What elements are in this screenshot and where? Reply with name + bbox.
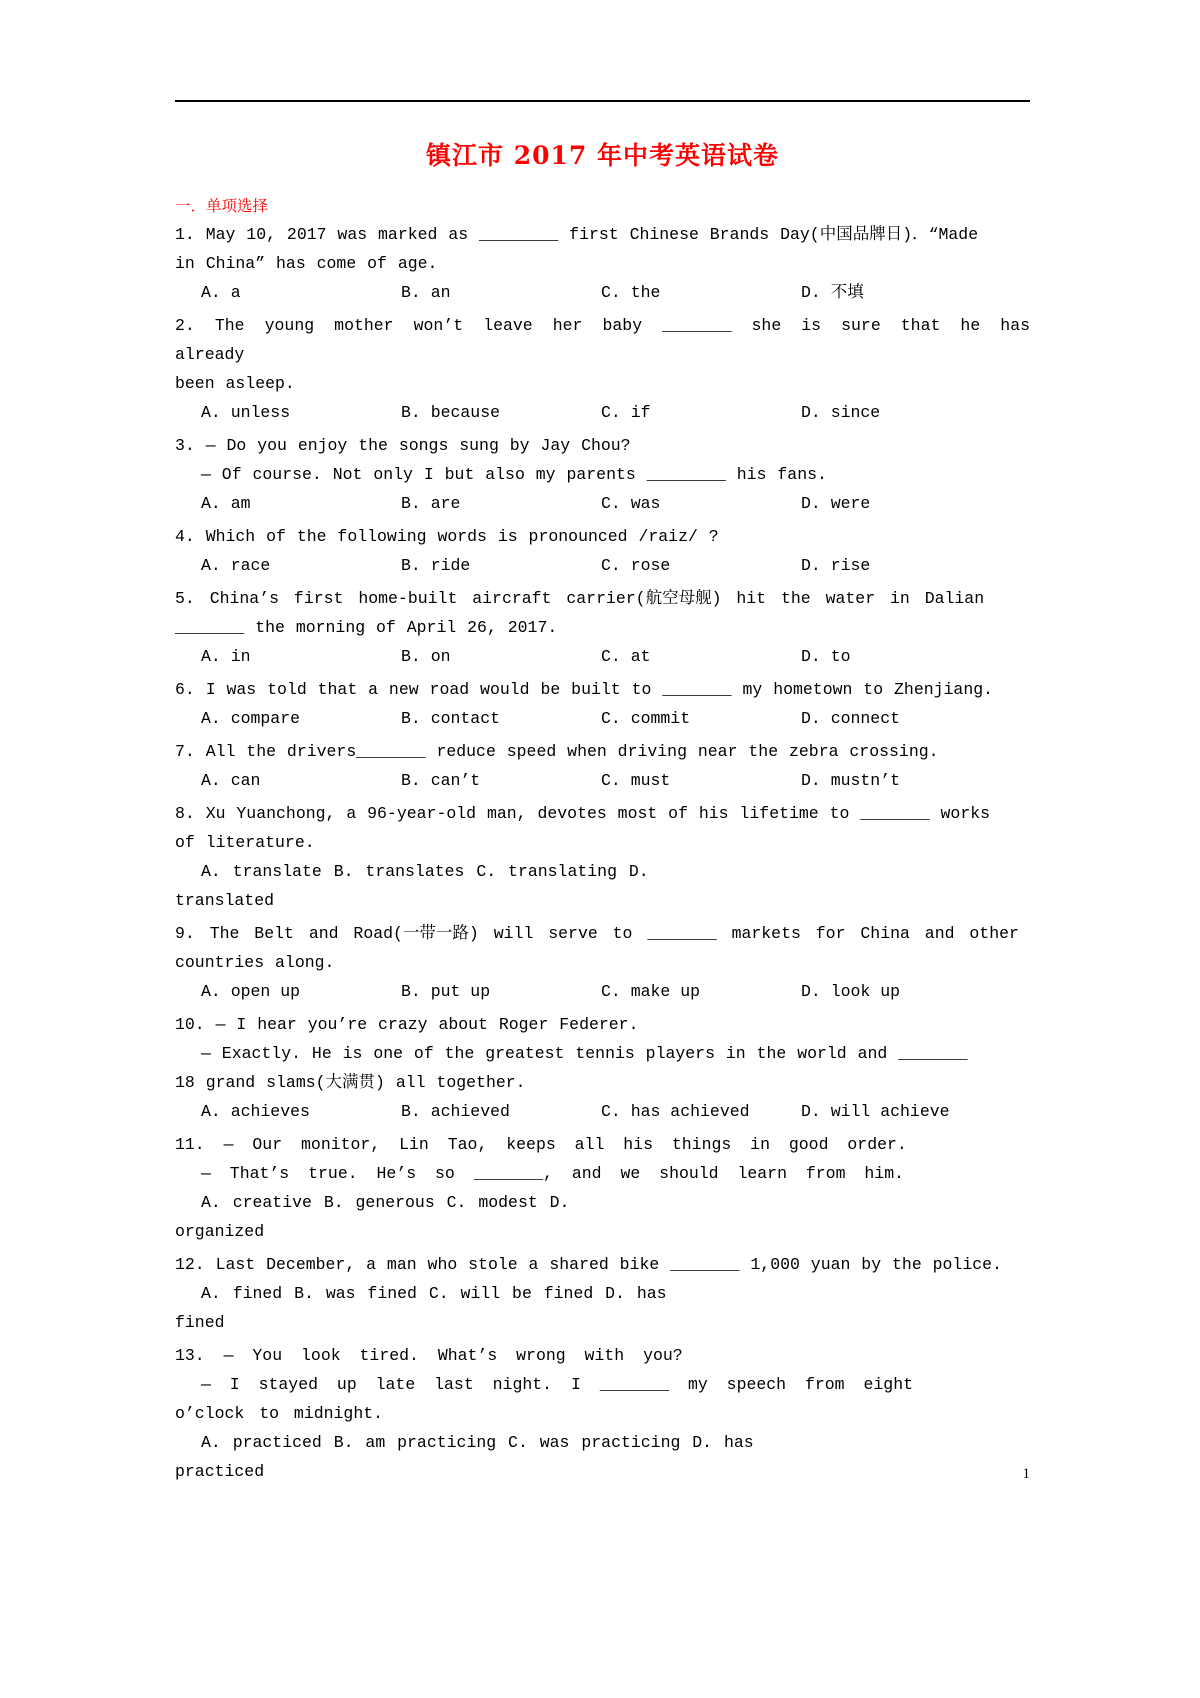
- option-row: [201, 489, 1030, 518]
- question-stem: 12. Last December, a man who stole a shared bike _______ 1,000 yuan by the police.: [175, 1255, 1002, 1274]
- question-item: [175, 311, 1030, 427]
- option-row: [201, 977, 1030, 1006]
- option-b[interactable]: B. ride: [401, 556, 471, 575]
- section-heading: 一．单项选择: [175, 198, 269, 215]
- option-a[interactable]: A. race: [201, 556, 271, 575]
- question-stem-cont: — Exactly. He is one of the greatest tennis players in the world and _______: [201, 1044, 968, 1063]
- option-d[interactable]: D. will achieve: [801, 1102, 950, 1121]
- option-c[interactable]: C. must: [601, 771, 671, 790]
- option-row-cont[interactable]: organized: [175, 1222, 265, 1241]
- option-d[interactable]: D. to: [801, 647, 851, 666]
- question-stem-cont: been asleep.: [175, 374, 295, 393]
- question-stem: 13. — You look tired. What’s wrong with you?: [175, 1346, 683, 1365]
- option-row-cont[interactable]: fined: [175, 1313, 225, 1332]
- option-row: [201, 704, 1030, 733]
- question-item: [175, 675, 1030, 733]
- option-c[interactable]: C. has achieved: [601, 1102, 750, 1121]
- question-stem-cont: in China” has come of age.: [175, 254, 438, 273]
- option-c[interactable]: C. rose: [601, 556, 671, 575]
- option-d[interactable]: D. connect: [801, 709, 901, 728]
- option-d[interactable]: D. since: [801, 403, 881, 422]
- option-row[interactable]: A. practiced B. am practicing C. was practicing D. has: [201, 1433, 754, 1452]
- option-c[interactable]: C. commit: [601, 709, 691, 728]
- question-stem: 1. May 10, 2017 was marked as ________ first Chinese Brands Day(中国品牌日)．“Made: [175, 225, 979, 244]
- document-content: [175, 0, 1030, 1486]
- option-c[interactable]: C. was: [601, 494, 661, 513]
- question-item: [175, 737, 1030, 795]
- question-item: [175, 220, 1030, 307]
- option-row: [201, 278, 1030, 307]
- option-row[interactable]: A. creative B. generous C. modest D.: [201, 1193, 570, 1212]
- option-b[interactable]: B. are: [401, 494, 461, 513]
- question-item: [175, 522, 1030, 580]
- option-b[interactable]: B. put up: [401, 982, 491, 1001]
- option-d[interactable]: D. mustn’t: [801, 771, 901, 790]
- option-a[interactable]: A. am: [201, 494, 251, 513]
- question-stem-cont: — That’s true. He’s so _______, and we should learn from him.: [201, 1164, 904, 1183]
- question-stem-cont: — Of course. Not only I but also my parents ________ his fans.: [201, 465, 827, 484]
- option-row[interactable]: A. translate B. translates C. translating D.: [201, 862, 649, 881]
- option-b[interactable]: B. on: [401, 647, 451, 666]
- option-a[interactable]: A. a: [201, 283, 241, 302]
- question-item: [175, 1341, 1030, 1486]
- option-b[interactable]: B. achieved: [401, 1102, 510, 1121]
- question-stem: 9. The Belt and Road(一带一路) will serve to _______ markets for China and other: [175, 924, 1019, 943]
- question-stem: 11. — Our monitor, Lin Tao, keeps all his things in good order.: [175, 1135, 907, 1154]
- option-c[interactable]: C. at: [601, 647, 651, 666]
- option-row: [201, 766, 1030, 795]
- option-a[interactable]: A. achieves: [201, 1102, 310, 1121]
- option-row: [201, 551, 1030, 580]
- question-item: [175, 1130, 1030, 1246]
- option-b[interactable]: B. because: [401, 403, 501, 422]
- question-stem: 8. Xu Yuanchong, a 96-year-old man, devotes most of his lifetime to _______ works: [175, 804, 991, 823]
- option-b[interactable]: B. can’t: [401, 771, 481, 790]
- option-a[interactable]: A. unless: [201, 403, 291, 422]
- option-row: [201, 642, 1030, 671]
- option-row-cont[interactable]: translated: [175, 891, 275, 910]
- question-item: [175, 919, 1030, 1006]
- question-item: [175, 584, 1030, 671]
- question-stem: 6. I was told that a new road would be built to _______ my hometown to Zhenjiang.: [175, 680, 994, 699]
- option-b[interactable]: B. contact: [401, 709, 501, 728]
- question-stem: 7. All the drivers_______ reduce speed when driving near the zebra crossing.: [175, 742, 939, 761]
- question-stem-cont: — I stayed up late last night. I _______ my speech from eight: [201, 1375, 913, 1394]
- option-d[interactable]: D. were: [801, 494, 871, 513]
- option-d[interactable]: D. rise: [801, 556, 871, 575]
- question-stem: 10. — I hear you’re crazy about Roger Federer.: [175, 1015, 639, 1034]
- page-number: 1: [1022, 1466, 1030, 1482]
- option-a[interactable]: A. open up: [201, 982, 301, 1001]
- question-stem-cont2: o’clock to midnight.: [175, 1404, 384, 1423]
- option-row: [201, 398, 1030, 427]
- question-item: [175, 1010, 1030, 1126]
- option-a[interactable]: A. compare: [201, 709, 301, 728]
- option-b[interactable]: B. an: [401, 283, 451, 302]
- question-stem-cont: of literature.: [175, 833, 315, 852]
- option-d[interactable]: D. look up: [801, 982, 901, 1001]
- option-c[interactable]: C. make up: [601, 982, 701, 1001]
- question-stem: 2. The young mother won’t leave her baby _______ she is sure that he has already: [175, 316, 1030, 364]
- option-a[interactable]: A. in: [201, 647, 251, 666]
- question-stem-cont: countries along.: [175, 953, 335, 972]
- question-item: [175, 1250, 1030, 1337]
- option-row: [201, 1097, 1030, 1126]
- header-divider: [175, 100, 1030, 102]
- question-stem-cont: _______ the morning of April 26, 2017.: [175, 618, 558, 637]
- option-c[interactable]: C. if: [601, 403, 651, 422]
- option-row[interactable]: A. fined B. was fined C. will be fined D. has: [201, 1284, 667, 1303]
- option-c[interactable]: C. the: [601, 283, 661, 302]
- question-stem: 3. — Do you enjoy the songs sung by Jay Chou?: [175, 436, 631, 455]
- question-stem: 4. Which of the following words is pronounced /raiz/ ?: [175, 527, 719, 546]
- option-a[interactable]: A. can: [201, 771, 261, 790]
- page-title: 镇江市 2017 年中考英语试卷: [426, 141, 779, 170]
- question-item: [175, 431, 1030, 518]
- question-stem: 5. China’s first home-built aircraft carrier(航空母舰) hit the water in Dalian: [175, 589, 985, 608]
- question-item: [175, 799, 1030, 915]
- option-row-cont[interactable]: practiced: [175, 1462, 265, 1481]
- question-stem-cont2: 18 grand slams(大满贯) all together.: [175, 1073, 526, 1092]
- option-d[interactable]: D. 不填: [801, 283, 864, 302]
